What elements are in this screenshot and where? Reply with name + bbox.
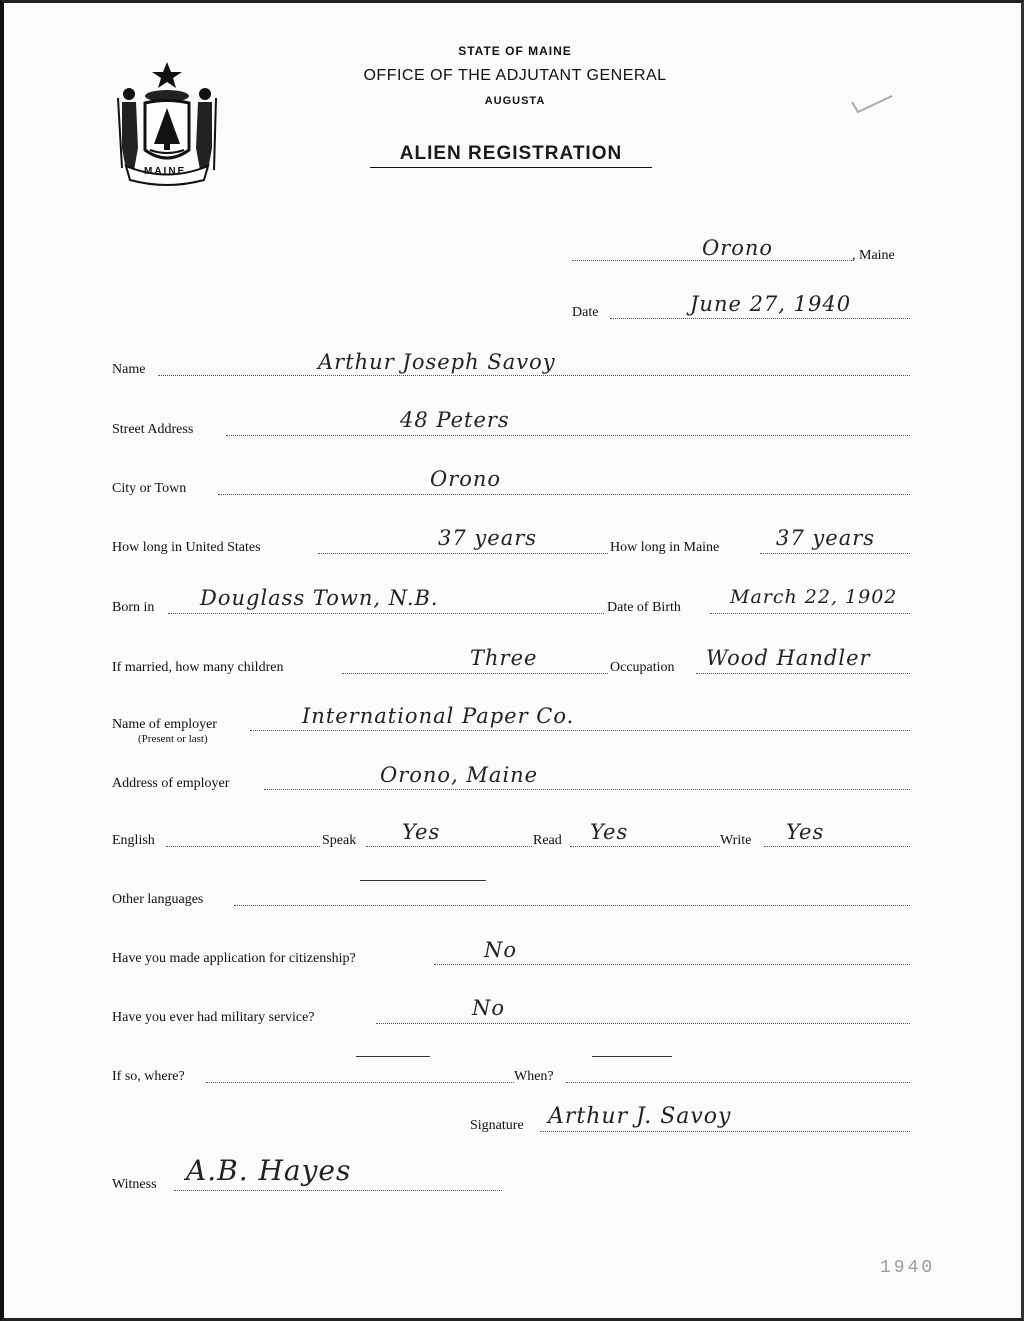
employer-address-label: Address of employer <box>112 776 230 791</box>
employer-line <box>250 730 910 731</box>
maine-label: , Maine <box>852 248 895 263</box>
write-value: Yes <box>786 820 825 844</box>
write-line <box>764 846 910 847</box>
signature-line <box>540 1131 910 1132</box>
employer-value: International Paper Co. <box>302 704 575 728</box>
city-line <box>218 494 910 495</box>
born-value: Douglass Town, N.B. <box>200 586 439 610</box>
children-line <box>342 673 608 674</box>
town-line <box>572 260 854 261</box>
english-line <box>166 846 320 847</box>
maine-long-value: 37 years <box>776 526 876 550</box>
city-value: Orono <box>430 467 502 491</box>
dob-line <box>710 613 910 614</box>
seal-banner-text: MAINE <box>144 166 187 177</box>
name-line <box>158 375 910 376</box>
speak-value: Yes <box>402 820 441 844</box>
maine-long-label: How long in Maine <box>610 540 720 555</box>
dob-value: March 22, 1902 <box>730 586 898 608</box>
where-dash <box>356 1056 430 1057</box>
employer-address-line <box>264 789 910 790</box>
us-long-value: 37 years <box>438 526 538 550</box>
military-line <box>376 1023 910 1024</box>
military-label: Have you ever had military service? <box>112 1010 315 1025</box>
maine-long-line <box>760 553 910 554</box>
employer-address-value: Orono, Maine <box>380 763 539 787</box>
read-line <box>570 846 720 847</box>
street-label: Street Address <box>112 422 194 437</box>
when-line <box>566 1082 910 1083</box>
witness-label: Witness <box>112 1177 157 1192</box>
where-label: If so, where? <box>112 1069 185 1084</box>
where-line <box>206 1082 514 1083</box>
date-line <box>610 318 910 319</box>
when-dash <box>592 1056 672 1057</box>
born-label: Born in <box>112 600 155 615</box>
other-languages-line <box>234 905 910 906</box>
citizenship-value: No <box>484 938 518 962</box>
read-label: Read <box>533 833 562 848</box>
date-label: Date <box>572 305 599 320</box>
street-value: 48 Peters <box>400 408 510 432</box>
us-long-label: How long in United States <box>112 540 261 555</box>
signature-label: Signature <box>470 1118 524 1133</box>
street-line <box>226 435 910 436</box>
date-stamp: 1940 <box>880 1258 936 1278</box>
children-value: Three <box>470 646 538 670</box>
dob-label: Date of Birth <box>607 600 681 615</box>
speak-line <box>366 846 532 847</box>
occupation-label: Occupation <box>610 660 675 675</box>
town-value: Orono <box>702 236 774 260</box>
check-mark-icon <box>848 92 896 118</box>
employer-label: Name of employer <box>112 717 217 732</box>
born-line <box>168 613 604 614</box>
us-long-line <box>318 553 608 554</box>
citizenship-label: Have you made application for citizenship? <box>112 951 356 966</box>
name-label: Name <box>112 362 146 377</box>
form-title: ALIEN REGISTRATION <box>370 143 652 168</box>
write-label: Write <box>720 833 752 848</box>
when-label: When? <box>514 1069 554 1084</box>
english-label: English <box>112 833 155 848</box>
occupation-line <box>696 673 910 674</box>
other-languages-label: Other languages <box>112 892 204 907</box>
military-value: No <box>472 996 506 1020</box>
city-label: City or Town <box>112 481 187 496</box>
header-office: OFFICE OF THE ADJUTANT GENERAL <box>363 67 667 84</box>
witness-signature: A.B. Hayes <box>186 1154 352 1187</box>
other-languages-dash <box>360 880 486 881</box>
header-state: STATE OF MAINE <box>458 44 572 58</box>
occupation-value: Wood Handler <box>706 646 871 670</box>
date-value: June 27, 1940 <box>690 292 852 316</box>
speak-label: Speak <box>322 833 357 848</box>
witness-line <box>174 1190 502 1191</box>
name-value: Arthur Joseph Savoy <box>318 350 556 374</box>
read-value: Yes <box>590 820 629 844</box>
signature-value: Arthur J. Savoy <box>548 1104 732 1129</box>
married-label: If married, how many children <box>112 660 284 675</box>
header-city: AUGUSTA <box>484 95 546 107</box>
employer-sublabel: (Present or last) <box>138 733 208 745</box>
citizenship-line <box>434 964 910 965</box>
